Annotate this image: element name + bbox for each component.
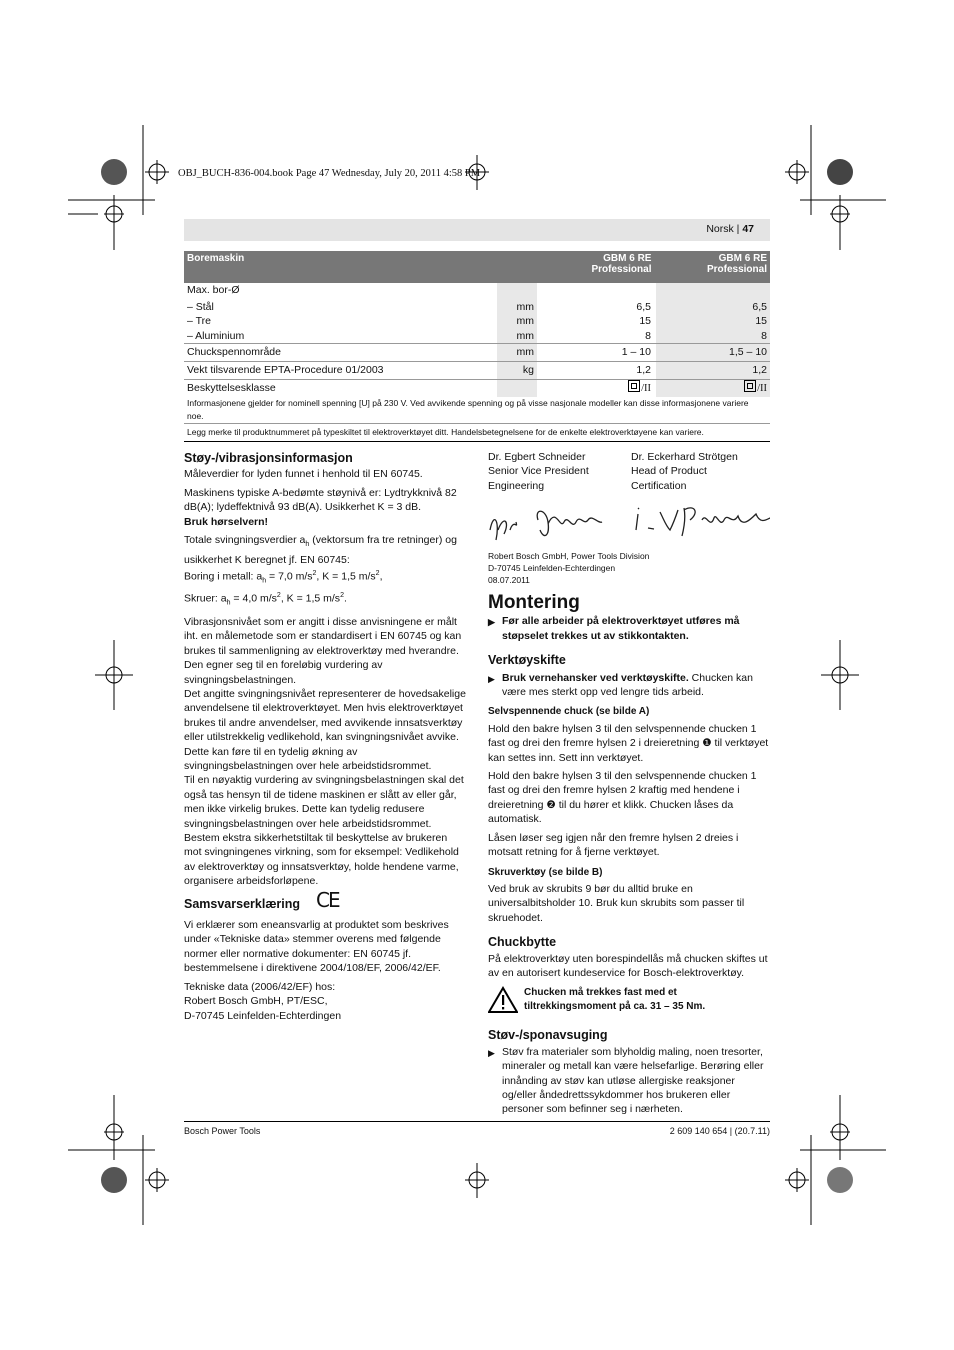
spec-value-2: 1,5 – 10: [656, 344, 770, 361]
signatures-image: [488, 500, 770, 546]
spec-value-1: 15: [639, 315, 651, 327]
spec-header-col1: GBM 6 RE Professional: [591, 253, 652, 275]
bullet-arrow-icon: ▶: [488, 673, 495, 684]
running-head-text: Norsk | 47: [706, 223, 754, 235]
spec-label: – Tre: [187, 315, 211, 327]
spec-value-1: 6,5: [636, 300, 651, 313]
spec-unit: mm: [497, 329, 537, 344]
spec-unit: [497, 283, 537, 300]
spec-value-2: 15: [656, 314, 770, 329]
vib-p4: Bestem ekstra sikkerhetstiltak til beskyttelse av brukeren mot svingningenes virkning, som for eksempel: Vedlikehold av elektroverktøy og innsatsverktøy, holde hendene varme, organisere arbeidsforløpene.: [184, 832, 459, 888]
spec-row: [184, 329, 770, 345]
spec-table: [184, 251, 770, 283]
left-column: [184, 451, 466, 1023]
running-head-language: Norsk: [706, 223, 734, 235]
dust-bullet: ▶ Støv fra materialer som blyholdig maling, noen tresorter, mineraler og metall kan være helsefarlige. Berøring eller innånding av støv kan utløse allergiske reaksjoner og/eller åndedrettssykdommer hos brukeren eller personer som befinner seg i nærheten.: [488, 1045, 764, 1116]
spec-label: Vekt tilsvarende EPTA-Procedure 01/2003: [187, 364, 384, 376]
right-column: [488, 450, 770, 1117]
footer-right: 2 609 140 654 | (20.7.11): [669, 1126, 770, 1136]
chuck-a-heading: Selvspennende chuck (se bilde A): [488, 706, 650, 718]
spec-label: – Stål: [187, 300, 214, 313]
spec-value-2: 6,5: [656, 300, 770, 315]
spec-unit: [497, 380, 537, 397]
montering-heading: Montering: [488, 592, 580, 613]
bullet-arrow-icon: ▶: [488, 1047, 495, 1058]
vib-intro: Totale svingningsverdier $a_h$ (vektorsum fra tre retninger) og usikkerhet K beregnet jf. EN 60745:: [184, 534, 457, 566]
protection-class-icon: [744, 380, 756, 392]
spec-label: Chuckspennområde: [187, 346, 281, 358]
noise-p1: Måleverdier for lyden funnet i henhold til EN 60745.: [184, 468, 423, 481]
footer-left: Bosch Power Tools: [184, 1126, 261, 1136]
spec-row: [184, 344, 770, 362]
chuck-a-p3: Låsen løser seg igjen når den fremre hylsen 2 dreies i motsatt retning for å fjerne verktøyet.: [488, 831, 739, 859]
spec-unit: mm: [497, 300, 537, 315]
protection-class-icon: [628, 380, 640, 392]
vib-p3: Til en nøyaktig vurdering av svingningsbelastningen skal det også tas hensyn til de tidene maskinen er slått av eller går, men ikke virkelig brukes. Dette kan tydelig redusere svingningsbelastningen over hele arbeidstidsrommet.: [184, 774, 464, 830]
spec-note-2: Legg merke til produktnummeret på typeskiltet til elektroverktøyet ditt. Handelsbetegnelsene for de enkelte elektroverktøyene kan variere.: [184, 423, 770, 442]
screw-heading: Skruverktøy (se bilde B): [488, 866, 603, 878]
spec-unit: mm: [497, 344, 537, 361]
spec-label: – Aluminium: [187, 329, 245, 342]
tool-heading: Verktøyskifte: [488, 653, 566, 668]
spec-unit: kg: [497, 362, 537, 379]
conf-heading: Samsvarserklæring: [184, 896, 301, 911]
vib-line-1: Boring i metall: $a_h = 7,0$ $m/s^2$, K = 1,5 $m/s^2$,: [184, 569, 383, 585]
spec-row: [184, 300, 770, 315]
spec-note-1: Informasjonene gjelder for nominell spenning [U] på 230 V. Ved avvikende spenning og på visse nasjonale modeller kan disse informasjonene variere noe.: [187, 398, 749, 421]
tool-bullet: ▶ Bruk vernehansker ved verktøyskifte. Chucken kan være mes sterkt opp ved lengre tids arbeid.: [488, 671, 753, 699]
spec-value-1: 8: [645, 329, 651, 342]
signatory-2: Dr. Eckerhard Strötgen Head of Product Certification: [631, 451, 738, 492]
noise-warning: Bruk hørselvern!: [184, 515, 269, 528]
dust-heading: Støv-/sponavsuging: [488, 1028, 608, 1043]
spec-value-2: 1,2: [656, 362, 770, 379]
spec-header-label: Boremaskin: [187, 253, 245, 264]
ce-mark-icon: CE: [316, 887, 339, 912]
conf-p2: Tekniske data (2006/42/EF) hos: Robert Bosch GmbH, PT/ESC, D-70745 Leinfelden-Echterdingen: [184, 980, 342, 1022]
spec-rows: [184, 283, 770, 397]
chuck-a-p2: Hold den bakre hylsen 3 til den selvspennende chucken 1 fast og drei den fremre hylsen 2 kraftig med hendene i dreieretning ❷ til du hører et klikk. Chucken låses da automatisk.: [488, 770, 757, 826]
conf-heading-row: [184, 887, 466, 912]
chuckbytte-p: På elektroverktøy uten borespindellås må chucken skiftes ut av en autorisert kundeservice for Bosch-elektroverktøy.: [488, 952, 768, 979]
spec-unit: mm: [497, 314, 537, 329]
screw-p: Ved bruk av skrubits 9 bør du alltid bruke en universalbitsholder 10. Bruk kun skrubits som passer til skruehodet.: [488, 882, 745, 924]
spec-row: [184, 362, 770, 380]
vib-p2: Det angitte svingningsnivået representerer de hovedsakelige anvendelsene til elektroverktøyet. Men hvis elektroverktøyet brukes til andre anvendelser, med avvikende innsatsverktøy eller utilstrekkelig vedlikehold, kan svingningsnivået avvike. Dette kan føre til en tydelig økning av svingningsbelastningen over hele arbeidstidsrommet.: [184, 687, 466, 772]
spec-header-col2: GBM 6 RE Professional: [706, 253, 767, 275]
chuck-a-p1: Hold den bakre hylsen 3 til den selvspennende chucken 1 fast og drei den fremre hylsen 2 i dreieretning ❶ til verktøyet kan settes inn. Sett inn verktøyet.: [488, 722, 769, 764]
warning-triangle-icon: [488, 986, 518, 1014]
spec-value-2: [656, 283, 770, 300]
spec-label: Max. bor-Ø: [187, 284, 240, 296]
spec-table-wrapper: [184, 251, 770, 442]
chuckbytte-heading: Chuckbytte: [488, 935, 557, 950]
spec-value-2: /II: [656, 380, 770, 397]
spec-value-1: 1,2: [636, 364, 651, 376]
running-head: [184, 219, 770, 241]
spec-table-header: [184, 251, 770, 283]
spec-value-1: [540, 283, 654, 300]
spec-value-2: 8: [656, 329, 770, 344]
company-address: Robert Bosch GmbH, Power Tools Division D-70745 Leinfelden-Echterdingen 08.07.2011: [488, 551, 650, 585]
spec-row: [184, 283, 770, 300]
print-header: OBJ_BUCH-836-004.book Page 47 Wednesday, July 20, 2011 4:58 PM: [178, 168, 481, 179]
spec-label: Beskyttelsesklasse: [187, 382, 276, 394]
noise-heading: Støy-/vibrasjonsinformasjon: [184, 451, 353, 465]
footer: [184, 1121, 770, 1136]
bullet-arrow-icon: ▶: [488, 617, 495, 628]
signatory-1: Dr. Egbert Schneider Senior Vice President Engineering: [488, 451, 589, 492]
spec-row: [184, 314, 770, 329]
vib-p1: Vibrasjonsnivået som er angitt i disse anvisningene er målt iht. en målemetode som er standardisert i EN 60745 og kan brukes til sammenligning av elektroverktøy med hverandre. Den egner seg til en foreløbig vurdering av svingningsbelastningen.: [184, 615, 462, 686]
noise-p2: Maskinens typiske A-bedømte støynivå er: Lydtrykknivå 82 dB(A); lydeffektnivå 93 dB(A). Usikkerhet K = 3 dB.: [184, 486, 457, 514]
spec-row: [184, 380, 770, 397]
montering-bullet: ▶ Før alle arbeider på elektroverktøyet utføres må støpselet trekkes ut av stikkontakten.: [488, 615, 740, 642]
conf-p1: Vi erklærer som eneansvarlig at produktet som beskrives under «Tekniske data» stemmer overens med følgende normer eller normative dokumenter: EN 60745 jf. bestemmelsene i direktivene 2004/108/EF, 2006/42/EF.: [184, 919, 449, 975]
spec-value-1: /II: [540, 380, 654, 397]
warning-box: Chucken må trekkes fast med et tiltrekkingsmoment på ca. 31 – 35 Nm.: [488, 986, 770, 1018]
spec-value-1: 1 – 10: [621, 346, 651, 358]
page-number: 47: [742, 223, 754, 235]
vib-line-2: Skruer: $a_h = 4,0$ $m/s^2$, K = 1,5 $m/s^2$.: [184, 591, 347, 607]
